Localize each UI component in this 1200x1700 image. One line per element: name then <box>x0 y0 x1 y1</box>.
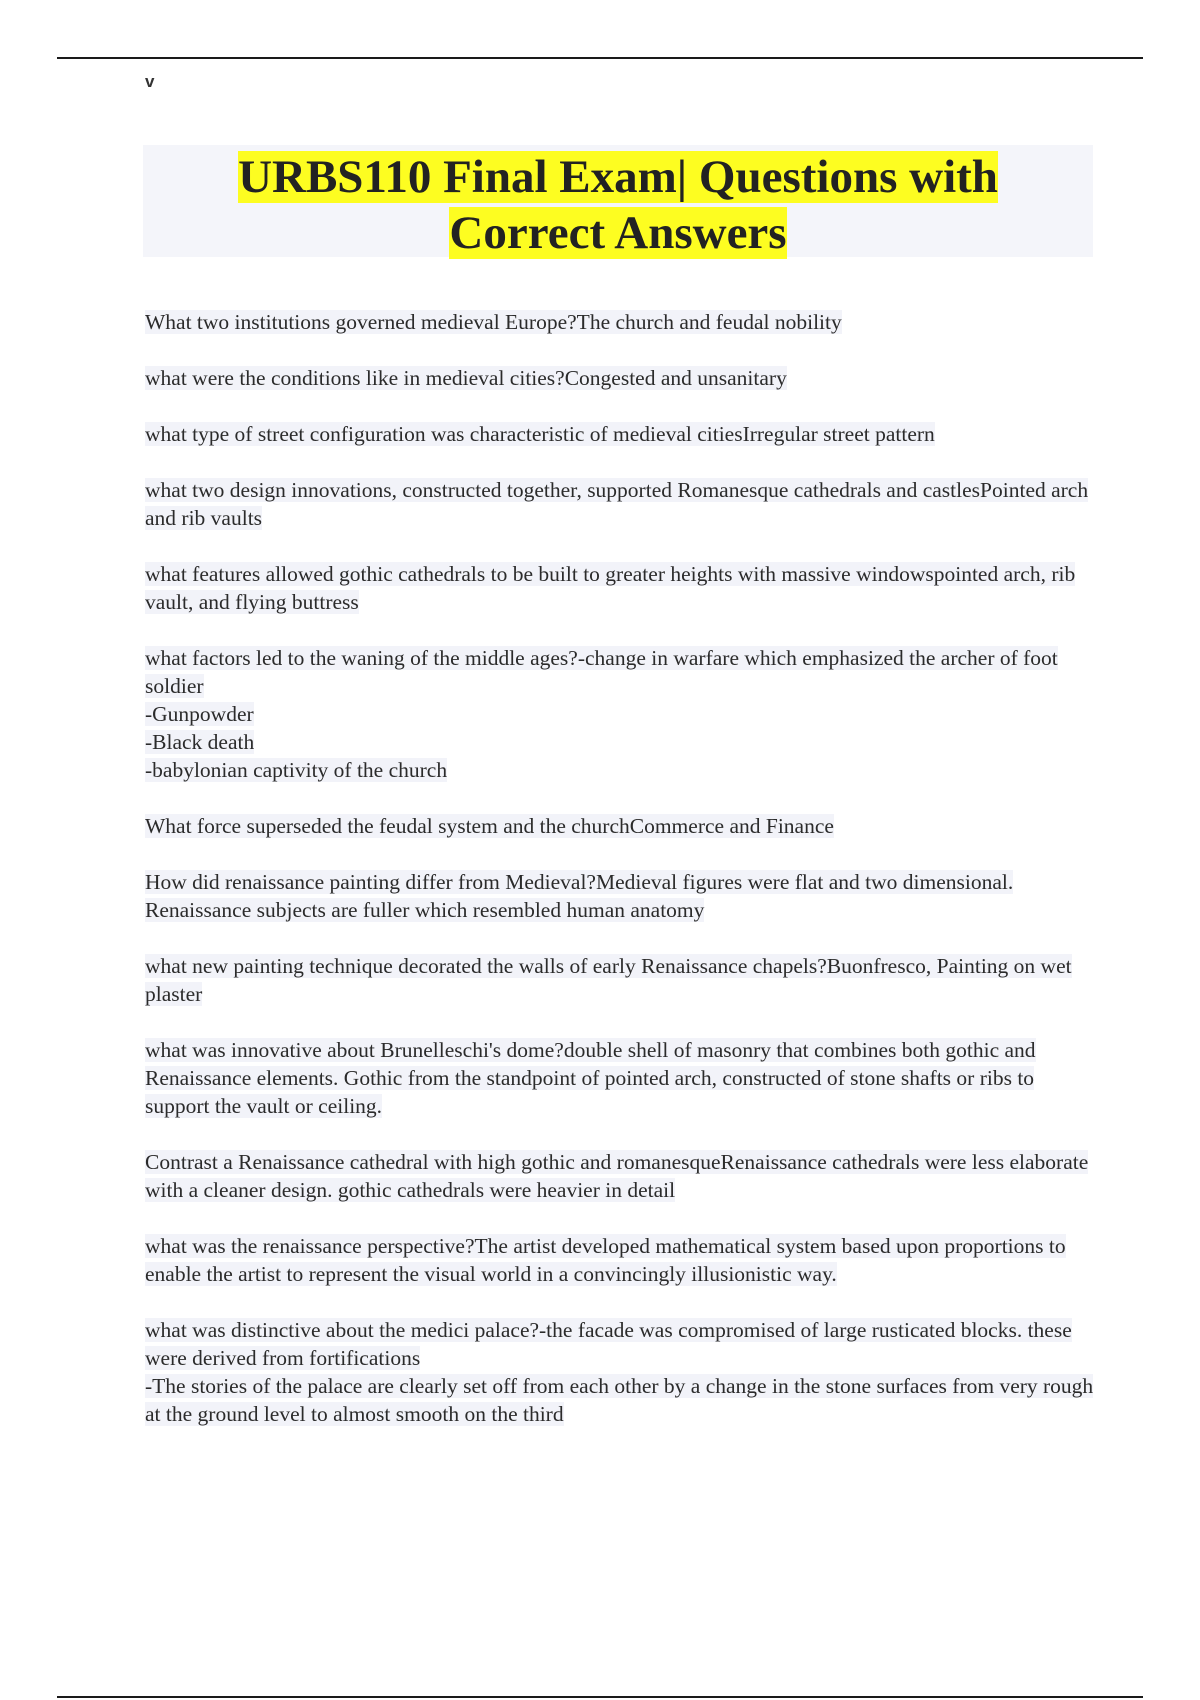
qa-item <box>145 308 1095 336</box>
qa-item <box>145 560 1095 616</box>
qa-item <box>145 812 1095 840</box>
qa-item <box>145 1148 1095 1204</box>
qa-text: what were the conditions like in medieval cities?Congested and unsanitary <box>145 366 787 390</box>
qa-item <box>145 1036 1095 1120</box>
qa-text: what factors led to the waning of the middle ages?-change in warfare which emphasized the archer of foot soldier -Gunpowder -Black death -babylonian captivity of the church <box>145 646 1058 782</box>
qa-item <box>145 1232 1095 1288</box>
qa-text: what features allowed gothic cathedrals to be built to greater heights with massive windowspointed arch, rib vault, and flying buttress <box>145 562 1076 614</box>
qa-text: Contrast a Renaissance cathedral with high gothic and romanesqueRenaissance cathedrals were less elaborate with a cleaner design. gothic cathedrals were heavier in detail <box>145 1150 1089 1202</box>
qa-item <box>145 868 1095 924</box>
bottom-rule <box>57 1696 1143 1698</box>
document-title <box>143 145 1093 261</box>
qa-text: what type of street configuration was characteristic of medieval citiesIrregular street pattern <box>145 422 935 446</box>
title-line-2: Correct Answers <box>449 207 787 259</box>
title-box <box>143 145 1093 257</box>
qa-item <box>145 476 1095 532</box>
title-line-1: URBS110 Final Exam| Questions with <box>238 151 998 203</box>
qa-text: what was the renaissance perspective?The artist developed mathematical system based upon proportions to enable the artist to represent the visual world in a convincingly illusionistic way. <box>145 1234 1066 1286</box>
top-rule <box>57 57 1143 59</box>
qa-item <box>145 644 1095 784</box>
qa-text: what was innovative about Brunelleschi's dome?double shell of masonry that combines both gothic and Renaissance elements. Gothic from the standpoint of pointed arch, constructed of stone shafts or ribs to support the vault or ceiling. <box>145 1038 1036 1118</box>
qa-text: what new painting technique decorated the walls of early Renaissance chapels?Buonfresco, Painting on wet plaster <box>145 954 1072 1006</box>
qa-item <box>145 952 1095 1008</box>
qa-item <box>145 420 1095 448</box>
qa-text: How did renaissance painting differ from Medieval?Medieval figures were flat and two dimensional. Renaissance subjects are fuller which resembled human anatomy <box>145 870 1014 922</box>
qa-item <box>145 364 1095 392</box>
qa-text: what was distinctive about the medici palace?-the facade was compromised of large rusticated blocks. these were derived from fortifications -The stories of the palace are clearly set off from each other by a change in the stone surfaces from very rough at the ground level to almost smooth on the third <box>145 1318 1094 1426</box>
qa-item <box>145 1316 1095 1428</box>
qa-text: What two institutions governed medieval Europe?The church and feudal nobility <box>145 310 842 334</box>
qa-text: what two design innovations, constructed together, supported Romanesque cathedrals and castlesPointed arch and rib vaults <box>145 478 1089 530</box>
header-mark: v <box>145 72 155 91</box>
qa-text: What force superseded the feudal system and the churchCommerce and Finance <box>145 814 834 838</box>
qa-list <box>145 308 1095 1456</box>
